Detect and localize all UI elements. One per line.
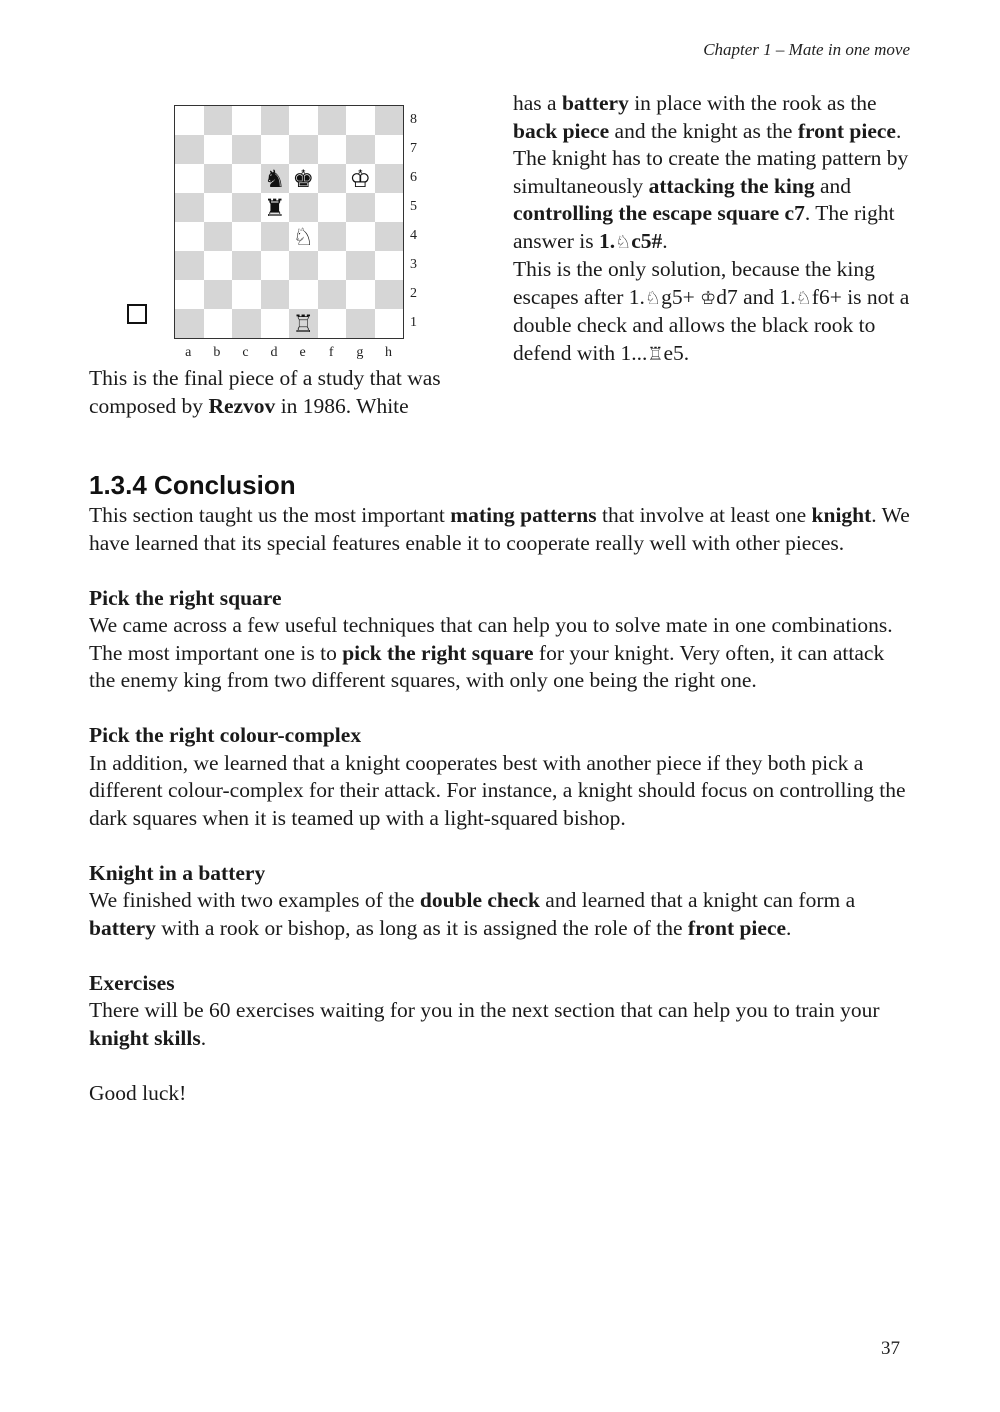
rank-label: 1 <box>410 314 417 330</box>
file-label: d <box>270 345 278 360</box>
square-a1 <box>175 309 204 338</box>
author-name: Rezvov <box>208 393 276 418</box>
square-h8 <box>375 106 404 135</box>
knight-figurine-icon: ♘ <box>795 287 812 309</box>
white-knight-icon: ♘ <box>292 222 314 251</box>
square-b1 <box>204 309 233 338</box>
closing-line: Good luck! <box>89 1080 187 1105</box>
file-label: h <box>384 345 392 360</box>
square-g5 <box>346 193 375 222</box>
square-h3 <box>375 251 404 280</box>
page-number: 37 <box>881 1338 900 1359</box>
subheading-pick-square: Pick the right square <box>89 585 282 610</box>
square-f4 <box>318 222 347 251</box>
exercises-paragraph: Exercises There will be 60 exercises waiting for you in the next section that can help you to train your knight skills. <box>89 970 914 1053</box>
square-e6 <box>289 164 318 193</box>
file-label: e <box>299 345 306 360</box>
square-g4 <box>346 222 375 251</box>
square-c7 <box>232 135 261 164</box>
square-e1 <box>289 309 318 338</box>
intro-paragraph: This section taught us the most important mating patterns that involve at least one knight. We have learned that its special features enable it to cooperate really well with other pieces. <box>89 503 910 555</box>
rank-label: 2 <box>410 285 417 301</box>
subheading-battery: Knight in a battery <box>89 860 266 885</box>
square-h7 <box>375 135 404 164</box>
file-label: g <box>356 345 364 360</box>
subheading-exercises: Exercises <box>89 970 175 995</box>
file-label: b <box>213 345 221 360</box>
rank-label: 3 <box>410 256 417 272</box>
square-e5 <box>289 193 318 222</box>
square-d1 <box>261 309 290 338</box>
subheading-pick-colour: Pick the right colour-complex <box>89 723 362 747</box>
square-f5 <box>318 193 347 222</box>
rank-label: 7 <box>410 140 417 156</box>
square-e7 <box>289 135 318 164</box>
square-b8 <box>204 106 233 135</box>
square-c8 <box>232 106 261 135</box>
king-figurine-icon: ♔ <box>700 287 717 309</box>
square-f7 <box>318 135 347 164</box>
square-a2 <box>175 280 204 309</box>
square-c3 <box>232 251 261 280</box>
section-title: 1.3.4 Conclusion <box>89 470 296 500</box>
square-a7 <box>175 135 204 164</box>
square-a6 <box>175 164 204 193</box>
black-king-icon: ♚ <box>292 164 314 193</box>
diagram-caption: This is the final piece of a study that was composed by Rezvov in 1986. White <box>89 366 441 418</box>
commentary-paragraph-2: This is the only solution, because the king escapes after 1.♘g5+ ♔d7 and 1.♘f6+ is not a double check and allows the black rook to defend with 1...♖e5. <box>513 257 910 365</box>
diagram-commentary <box>513 90 923 368</box>
square-a5 <box>175 193 204 222</box>
square-f1 <box>318 309 347 338</box>
square-b4 <box>204 222 233 251</box>
white-king-icon: ♔ <box>349 164 371 193</box>
chess-diagram <box>174 105 417 360</box>
file-labels <box>174 345 404 361</box>
solution-move: 1.♘c5# <box>598 228 663 253</box>
knight-figurine-icon: ♘ <box>615 231 632 253</box>
chess-board <box>174 105 404 339</box>
file-label: f <box>328 345 334 360</box>
square-c4 <box>232 222 261 251</box>
rank-label: 6 <box>410 169 417 185</box>
square-b5 <box>204 193 233 222</box>
black-knight-icon: ♞ <box>263 164 286 193</box>
square-b6 <box>204 164 233 193</box>
rank-label: 5 <box>410 198 417 214</box>
square-b2 <box>204 280 233 309</box>
square-g8 <box>346 106 375 135</box>
battery-paragraph: Knight in a battery We finished with two examples of the double check and learned that a knight can form a battery with a rook or bishop, as long as it is assigned the role of the front piece. <box>89 860 914 943</box>
rook-figurine-icon: ♖ <box>647 343 664 365</box>
square-d3 <box>261 251 290 280</box>
pick-square-paragraph: Pick the right square We came across a few useful techniques that can help you to solve mate in one combinations. The most important one is to pick the right square for your knight. Very often, it can attack the enemy king from two different squares, with only one being the right one. <box>89 585 914 695</box>
commentary-paragraph-1: has a battery in place with the rook as the back piece and the knight as the front piece. The knight has to create the mating pattern by simultaneously attacking the king and controlling the escape square c7. The right answer is 1.♘c5#. <box>513 91 909 253</box>
square-g1 <box>346 309 375 338</box>
square-c5 <box>232 193 261 222</box>
square-c1 <box>232 309 261 338</box>
square-e3 <box>289 251 318 280</box>
square-a4 <box>175 222 204 251</box>
square-d2 <box>261 280 290 309</box>
rank-label: 8 <box>410 111 417 127</box>
square-d4 <box>261 222 290 251</box>
square-f2 <box>318 280 347 309</box>
square-e8 <box>289 106 318 135</box>
knight-figurine-icon: ♘ <box>644 287 662 309</box>
black-rook-icon: ♜ <box>263 193 286 222</box>
square-d5 <box>261 193 290 222</box>
square-d6 <box>261 164 290 193</box>
pick-colour-paragraph: Pick the right colour-complex In addition, we learned that a knight cooperates best with another piece if they both pick a different colour-complex for their attack. For instance, a knight should focus on controlling the dark squares when it is teamed up with a light-squared bishop. <box>89 722 914 832</box>
square-h5 <box>375 193 404 222</box>
running-head: Chapter 1 – Mate in one move <box>703 40 910 59</box>
square-g7 <box>346 135 375 164</box>
conclusion-body <box>89 502 914 1135</box>
square-e4 <box>289 222 318 251</box>
square-a3 <box>175 251 204 280</box>
square-c2 <box>232 280 261 309</box>
square-g2 <box>346 280 375 309</box>
file-label: c <box>242 345 249 360</box>
square-d8 <box>261 106 290 135</box>
square-f3 <box>318 251 347 280</box>
square-f6 <box>318 164 347 193</box>
square-g6 <box>346 164 375 193</box>
square-d7 <box>261 135 290 164</box>
square-h4 <box>375 222 404 251</box>
square-h6 <box>375 164 404 193</box>
white-rook-icon: ♖ <box>292 309 314 338</box>
square-f8 <box>318 106 347 135</box>
rank-label: 4 <box>410 227 417 243</box>
square-h2 <box>375 280 404 309</box>
square-b7 <box>204 135 233 164</box>
square-h1 <box>375 309 404 338</box>
file-label: a <box>185 345 192 360</box>
square-e2 <box>289 280 318 309</box>
square-c6 <box>232 164 261 193</box>
side-to-move-indicator <box>127 304 147 324</box>
square-a8 <box>175 106 204 135</box>
square-b3 <box>204 251 233 280</box>
square-g3 <box>346 251 375 280</box>
